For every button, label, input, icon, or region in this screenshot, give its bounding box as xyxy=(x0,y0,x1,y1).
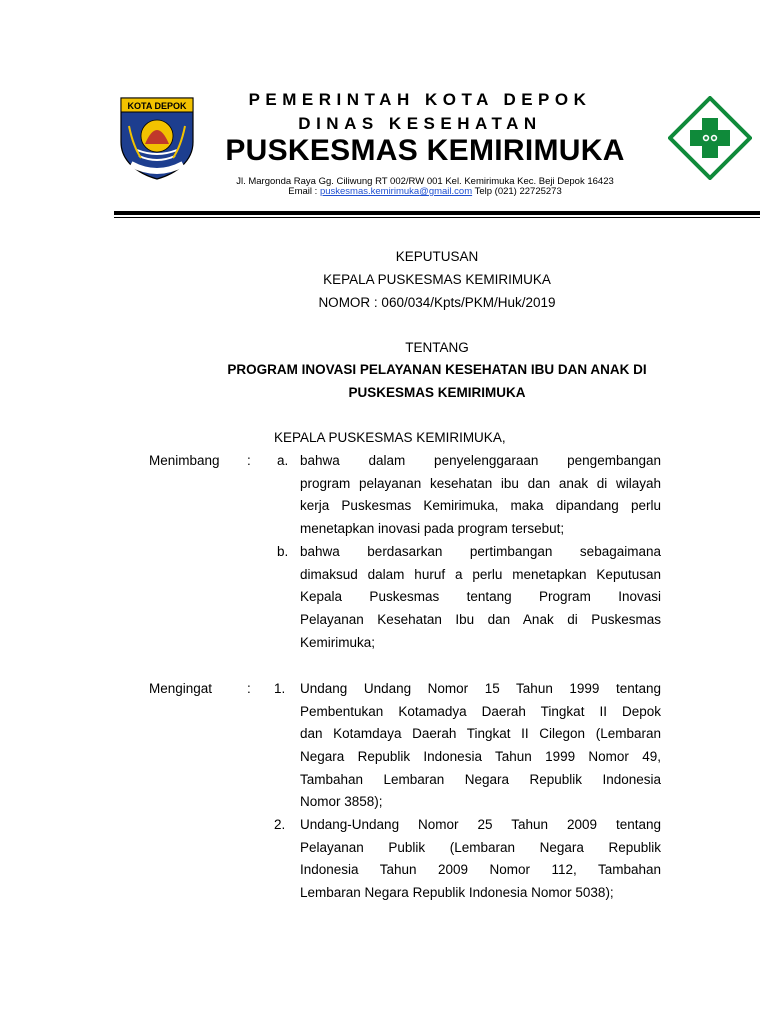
decree-number: NOMOR : 060/034/Kpts/PKM/Huk/2019 xyxy=(318,295,556,310)
letterhead-contact xyxy=(205,186,645,197)
text-line: Kemirimuka; xyxy=(300,634,376,650)
menimbang-a-marker: a. xyxy=(277,453,289,468)
text-line: dimaksud dalam huruf a perlu menetapkan Keputusan xyxy=(300,566,661,582)
text-line: Nomor 3858); xyxy=(300,794,383,810)
text-line: dan Kotamdaya Daerah Tingkat II Cilegon (Lembaran xyxy=(300,726,661,742)
puskesmas-logo xyxy=(668,96,752,180)
mengingat-label: Mengingat xyxy=(149,681,213,696)
text-line: program pelayanan kesehatan ibu dan anak di wilayah xyxy=(300,475,661,491)
text-line: Pembentukan Kotamadya Daerah Tingkat II Depok xyxy=(300,703,661,719)
decree-issuer: KEPALA PUSKESMAS KEMIRIMUKA xyxy=(323,272,551,287)
letterhead-divider-thick xyxy=(114,211,760,215)
mengingat-1-text xyxy=(300,678,661,814)
letterhead-address: Jl. Margonda Raya Gg. Ciliwung RT 002/RW 001 Kel. Kemirimuka Kec. Beji Depok 16423 xyxy=(236,176,614,187)
letterhead-puskesmas-name: PUSKESMAS KEMIRIMUKA xyxy=(225,134,625,167)
text-line: Tambahan Lembaran Negara Republik Indonesia xyxy=(300,771,661,787)
text-line: bahwa berdasarkan pertimbangan sebagaimana xyxy=(300,544,661,559)
email-link[interactable]: puskesmas.kemirimuka@gmail.com xyxy=(319,186,473,197)
text-line: menetapkan inovasi pada program tersebut; xyxy=(300,521,565,537)
menimbang-a-text xyxy=(300,450,661,541)
text-line: Undang Undang Nomor 15 Tahun 1999 tentang xyxy=(300,681,661,696)
text-line: Indonesia Tahun 2009 Nomor 112, Tambahan xyxy=(300,862,661,878)
phone-text: Telp (021) 22725273 xyxy=(474,186,562,197)
menimbang-colon: : xyxy=(247,453,251,468)
decree-tentang: TENTANG xyxy=(405,340,469,355)
text-line: kerja Puskesmas Kemirimuka, maka dipandang perlu xyxy=(300,498,661,514)
letterhead-government: PEMERINTAH KOTA DEPOK xyxy=(248,90,592,109)
email-label: Email : xyxy=(288,186,318,197)
text-line: Kepala Puskesmas tentang Program Inovasi xyxy=(300,589,661,605)
mengingat-2-text xyxy=(300,814,661,905)
mengingat-1-marker: 1. xyxy=(274,681,286,696)
text-line: Undang-Undang Nomor 25 Tahun 2009 tentang xyxy=(300,817,661,832)
text-line: bahwa dalam penyelenggaraan pengembangan xyxy=(300,453,661,468)
mengingat-2-marker: 2. xyxy=(274,817,286,832)
signatory-heading: KEPALA PUSKESMAS KEMIRIMUKA, xyxy=(274,430,506,445)
text-line: Negara Republik Indonesia Tahun 1999 Nomor 49, xyxy=(300,749,661,765)
letterhead-divider-thin xyxy=(114,217,760,218)
svg-text:KOTA DEPOK: KOTA DEPOK xyxy=(127,101,187,111)
menimbang-b-marker: b. xyxy=(277,544,289,559)
text-line: Lembaran Negara Republik Indonesia Nomor 5038); xyxy=(300,885,614,901)
text-line: Pelayanan Kesehatan Ibu dan Anak di Puskesmas xyxy=(300,612,661,628)
text-line: Pelayanan Publik (Lembaran Negara Republik xyxy=(300,839,661,855)
decree-subject-line2: PUSKESMAS KEMIRIMUKA xyxy=(348,385,526,400)
menimbang-b-text xyxy=(300,541,661,654)
mengingat-colon: : xyxy=(247,681,251,696)
letterhead-department: DINAS KESEHATAN xyxy=(298,114,542,133)
decree-heading: KEPUTUSAN xyxy=(395,249,479,264)
kota-depok-logo xyxy=(117,96,197,180)
decree-subject-line1: PROGRAM INOVASI PELAYANAN KESEHATAN IBU DAN ANAK DI xyxy=(227,362,647,377)
menimbang-label: Menimbang xyxy=(149,453,220,468)
